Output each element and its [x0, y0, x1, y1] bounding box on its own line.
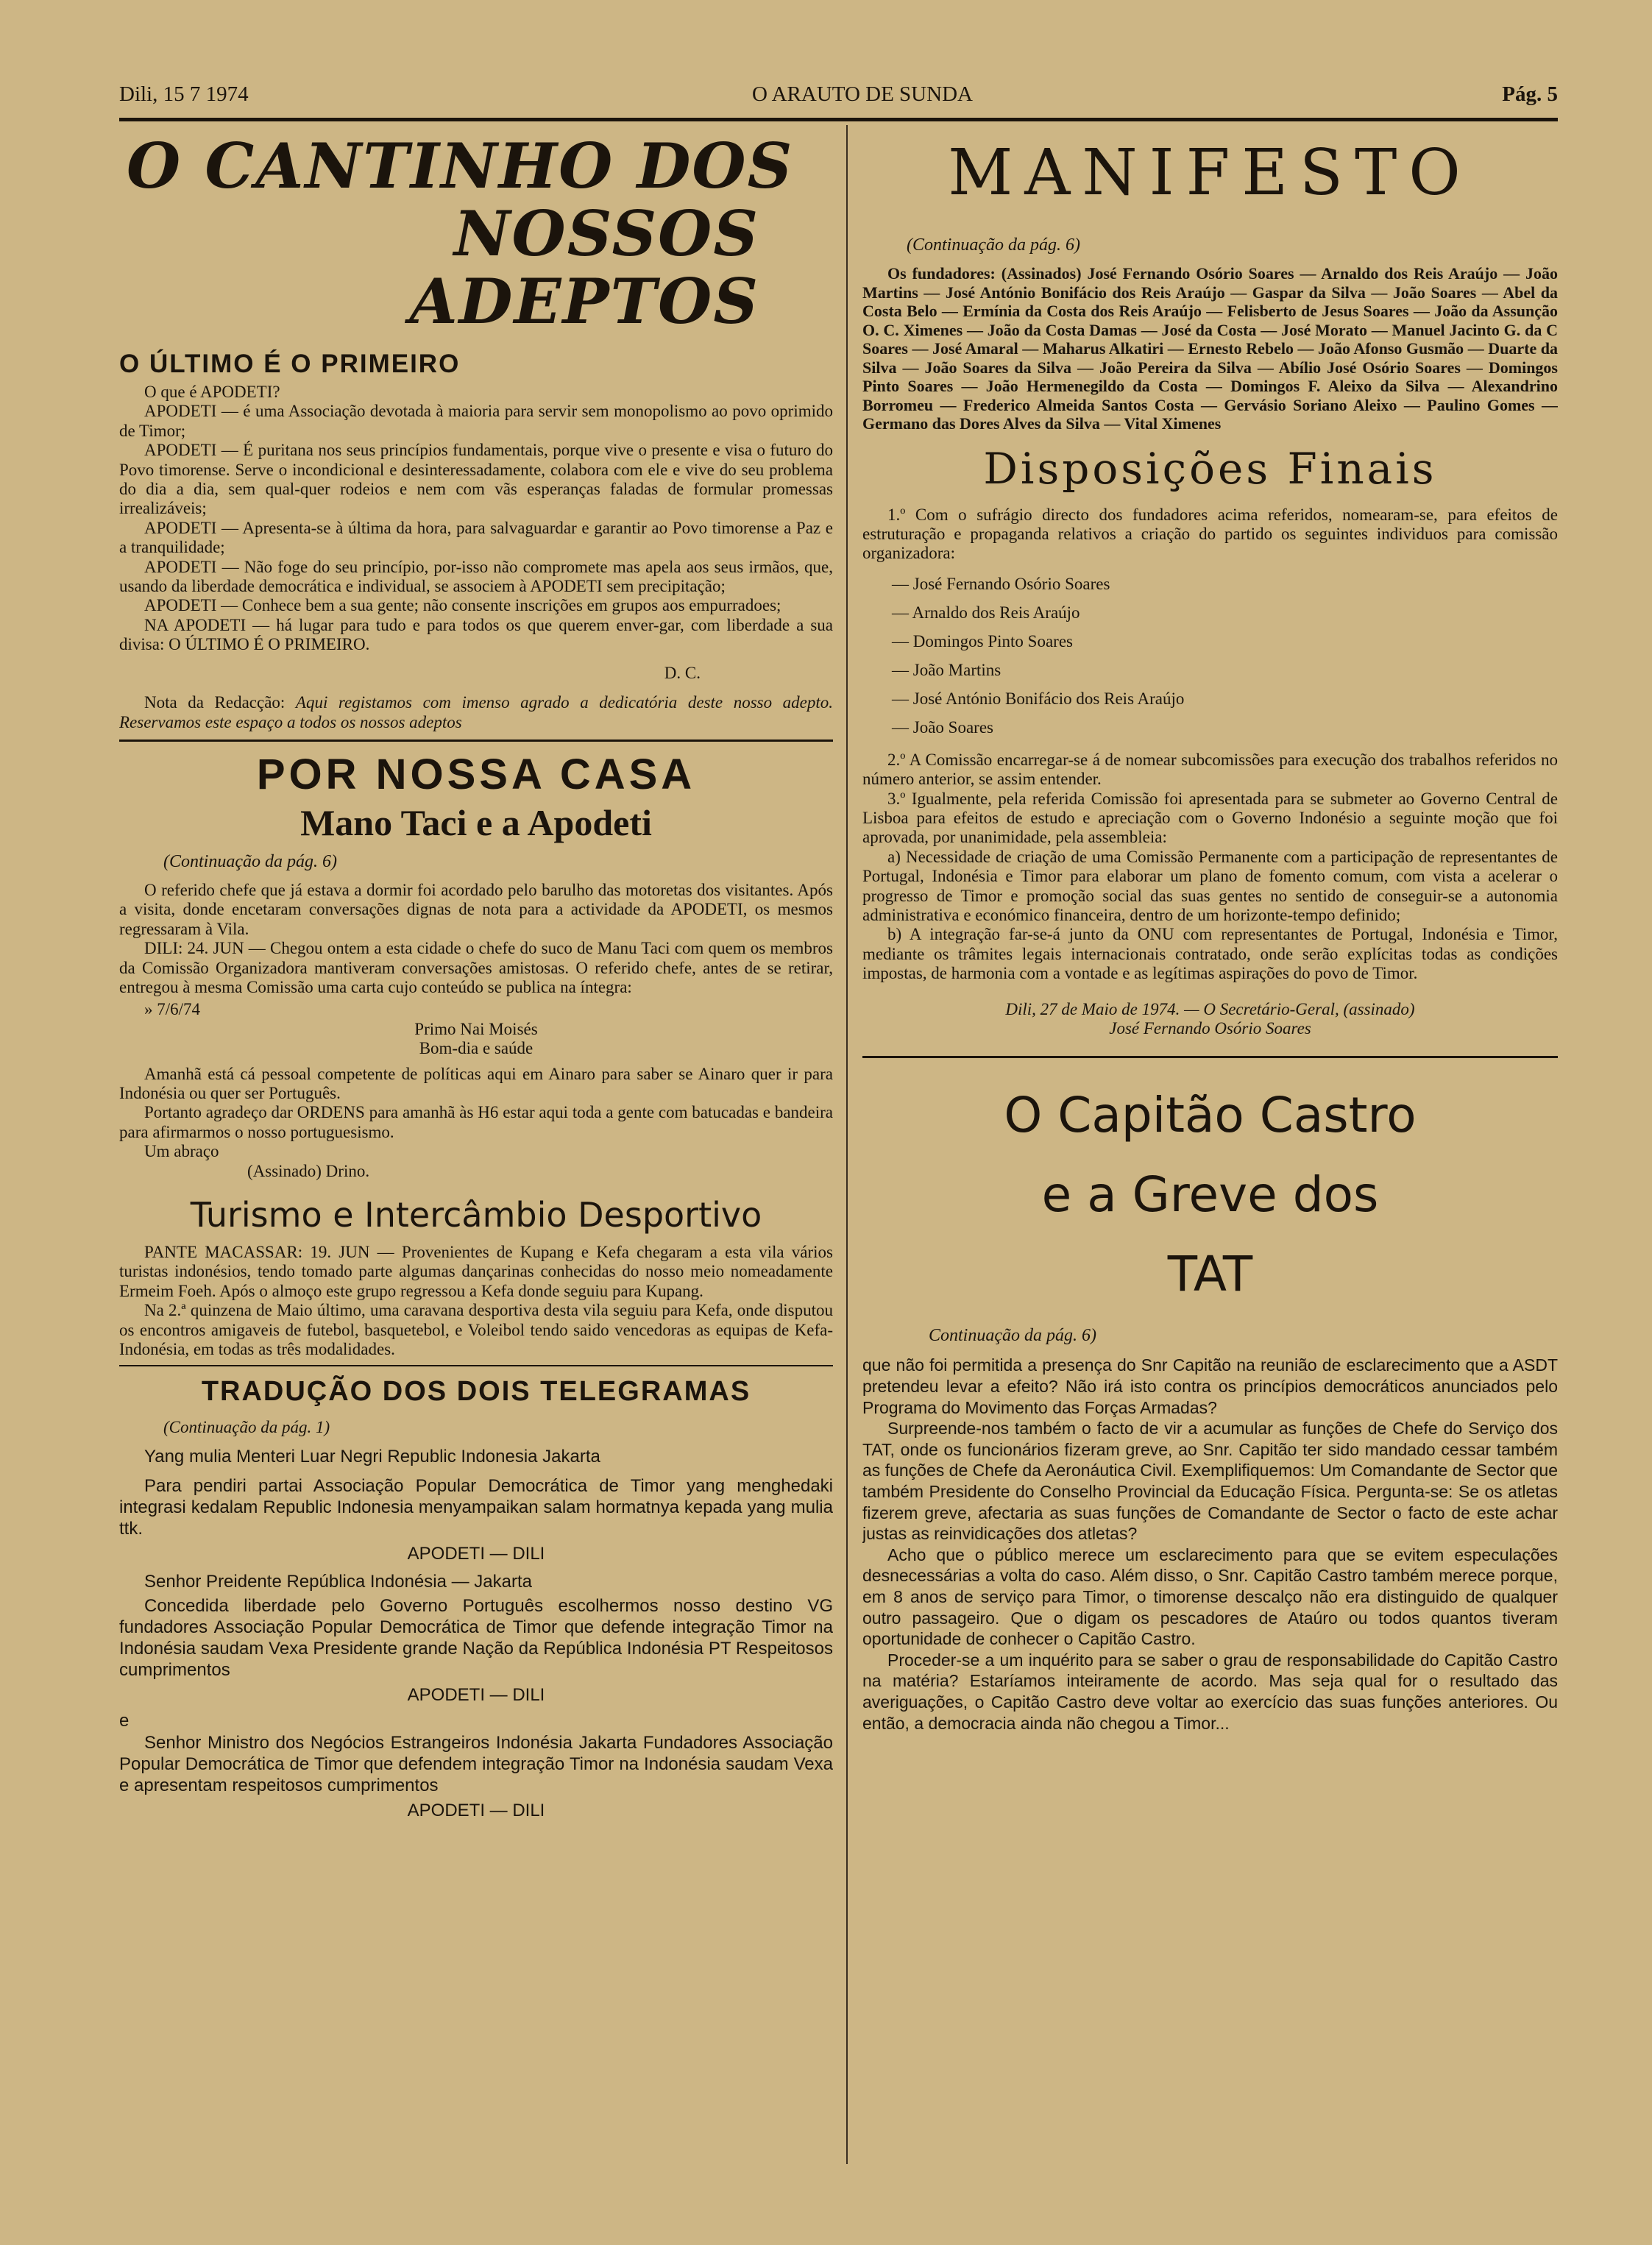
- manifesto-signer: José Fernando Osório Soares: [1109, 1019, 1311, 1038]
- capitao-title-line-1: O Capitão Castro: [1004, 1087, 1417, 1144]
- disposicoes-paragraph: 2.º A Comissão encarregar-se á de nomear subcomissões para execução dos trabalhos referidos no número anterior, se assim entender.: [862, 750, 1558, 789]
- letter-signature: (Assinado) Drino.: [247, 1161, 370, 1180]
- capitao-paragraph: Surpreende-nos também o facto de vir a acumular as funções de Chefe do Serviço dos TAT, onde os funcionários fizeram greve, ao Snr. Capitão ter sido mandado cessar também as funções de Chefe da Aeronáutica Civil. Exemplifiquemos: Um Comandante de Sector que também Presidente do Conselho Provincial da Educação Física. Pergunta-se: Se os atletas fizerem greve, afectaria as suas funções de Comandante de Sector o facto de este achar justas as reinvidicações dos atletas?: [862, 1419, 1558, 1544]
- casa-continuation: (Continuação da pág. 6): [163, 851, 337, 871]
- telegram-2-signature: APODETI — DILI: [407, 1685, 545, 1706]
- capitao-title-line-3: TAT: [1167, 1246, 1253, 1303]
- letter-closing: Um abraço: [144, 1142, 219, 1161]
- left-column: [119, 132, 833, 2178]
- commission-member: — José António Bonifácio dos Reis Araújo: [892, 689, 1185, 708]
- article-capitao-castro: [862, 1065, 1558, 1734]
- article-disposicoes: [862, 439, 1558, 1039]
- cantinho-signature: D. C.: [664, 663, 701, 682]
- cantinho-paragraph: APODETI — Conhece bem a sua gente; não consente inscrições em grupos aos empurradoes;: [144, 596, 781, 615]
- article-turismo: [119, 1191, 833, 1359]
- telegram-1-body: Para pendiri partai Associação Popular Democrática de Timor yang menghedaki integrasi kedalam Republic Indonesia menyampaikan salam hormatnya kepada yang mulia ttk.: [119, 1476, 833, 1539]
- commission-member: — João Soares: [892, 717, 993, 737]
- section-rule: [119, 1365, 833, 1366]
- cantinho-subtitle: O ÚLTIMO É O PRIMEIRO: [119, 350, 461, 378]
- manifesto-founders: Os fundadores: (Assinados) José Fernando Osório Soares — Arnaldo dos Reis Araújo — João Martins — José António Bonifácio dos Reis Araújo — Gaspar da Silva — João Soares — Abel da Costa Belo — Ermínia da Costa dos Reis Araújo — Felisberto de Jesus Soares — João da Assunção O. C. Ximenes — João da Costa Damas — José da Costa — José Morato — Manuel Jacinto G. da C Soares — José Amaral — Maharus Alkatiri — Ernesto Rebelo — João Afonso Gusmão — Duarte da Silva — João Soares da Silva — João Pereira da Silva — Abílio José Osório Soares — Domingos Pinto Soares — João Hermenegildo da Costa — Domingos F. Aleixo da Silva — Alexandrino Borromeu — Frederico Almeida Santos Costa — Gervásio Soriano Aleixo — Paulino Gomes — Germano das Dores Alves da Silva — Vital Ximenes: [862, 264, 1558, 433]
- right-column: [862, 132, 1558, 2178]
- telegram-2-body: Concedida liberdade pelo Governo Português escolhermos nosso destino VG fundadores Associação Popular Democrática de Timor que defende integração Timor na Indonésia saudam Vexa Presidente grande Nação da República Indonésia PT Respeitosos cumprimentos: [119, 1596, 833, 1681]
- telegram-conjunction: e: [119, 1711, 130, 1731]
- cantinho-title-line-1: O CANTINHO DOS: [127, 132, 794, 202]
- capitao-title-line-2: e a Greve dos: [1041, 1166, 1379, 1224]
- telegram-2-address: Senhor Preidente República Indonésia — Jakarta: [144, 1572, 532, 1592]
- disposicoes-paragraph: b) A integração far-se-á junto da ONU com representantes de Portugal, Indonésia e Timor, mediante os trâmites legais internacionais contratado, onde serão explícitas todas as condições impostas, de harmonia com a vontade e as legítimas aspirações do povo de Timor.: [862, 925, 1558, 983]
- commission-member: — Domingos Pinto Soares: [892, 631, 1073, 650]
- traducao-title: TRADUÇÃO DOS DOIS TELEGRAMAS: [201, 1376, 751, 1408]
- article-traducao: [119, 1372, 833, 1826]
- cantinho-paragraph: APODETI — Apresenta-se à última da hora, para salvaguardar e garantir ao Povo timorense a Paz e a tranquilidade;: [119, 518, 833, 557]
- casa-subtitle: Mano Taci e a Apodeti: [300, 801, 652, 843]
- header-newspaper-name: O ARAUTO DE SUNDA: [752, 82, 973, 106]
- cantinho-paragraph: APODETI — É puritana nos seus princípios fundamentais, porque vive o presente e visa o futuro do Povo timorense. Serve o incondicional e desinteressadamente, colabora com ele e vive do seu problema do dia a dia, sem qual-quer rodeios e nem com vãs esperanças faladas de formular promessas irrealizáveis;: [119, 441, 833, 518]
- disposicoes-paragraph: 3.º Igualmente, pela referida Comissão foi apresentada para se submeter ao Governo Central de Lisboa para efeitos de estudo e apreciação com o Governo Indonésio a seguinte moção que foi aprovada, por unanimidade, pela assembleia:: [862, 789, 1558, 847]
- manifesto-dateline: Dili, 27 de Maio de 1974. — O Secretário-Geral, (assinado): [1005, 999, 1415, 1018]
- section-rule: [862, 1056, 1558, 1058]
- letter-date: » 7/6/74: [144, 1000, 201, 1019]
- letter-salutation: Primo Nai Moisés: [414, 1019, 538, 1038]
- article-manifesto: [862, 132, 1558, 433]
- cantinho-title-line-2: NOSSOS ADEPTOS: [409, 197, 759, 338]
- casa-paragraph: O referido chefe que já estava a dormir foi acordado pelo barulho das motoretas dos visitantes. Após a visita, donde encetaram conversações dignas de nota para a actividade da APODETI, os mesmos regressaram à Vila.: [119, 880, 833, 938]
- letter-salutation: Bom-dia e saúde: [419, 1039, 533, 1058]
- disposicoes-paragraph: 1.º Com o sufrágio directo dos fundadores acima referidos, nomearam-se, para efeitos de estruturação e propaganda relativos a criação do partido os seguintes individuos para comissão organizadora:: [862, 505, 1558, 563]
- column-divider: [846, 125, 848, 2164]
- editor-note-label: Nota da Redacção:: [144, 693, 286, 712]
- article-por-nossa-casa: [119, 749, 833, 1181]
- telegram-3-signature: APODETI — DILI: [407, 1801, 545, 1821]
- telegram-1-address: Yang mulia Menteri Luar Negri Republic Indonesia Jakarta: [144, 1447, 600, 1467]
- casa-paragraph: DILI: 24. JUN — Chegou ontem a esta cidade o chefe do suco de Manu Taci com quem os membros da Comissão Organizadora mantiveram conversações amistosas. O referido chefe, antes de se retirar, entregou à mesma Comissão uma carta cujo conteúdo se publica na íntegra:: [119, 939, 833, 996]
- capitao-paragraph: Proceder-se a um inquérito para se saber o grau de responsabilidade do Capitão Castro na matéria? Estaríamos inteiramente de acordo. Mas seja qual for o resultado das averiguações, o Capitão Castro deve voltar ao exercício das suas funções anteriores. Ou então, a democracia ainda não chegou a Timor...: [862, 1650, 1558, 1733]
- turismo-title: Turismo e Intercâmbio Desportivo: [190, 1195, 762, 1235]
- header-page-number: Pág. 5: [1502, 82, 1558, 106]
- header-place-date: Dili, 15 7 1974: [119, 82, 249, 106]
- casa-title: POR NOSSA CASA: [256, 750, 696, 798]
- cantinho-paragraph: O que é APODETI?: [144, 383, 280, 401]
- traducao-continuation: (Continuação da pág. 1): [163, 1418, 330, 1437]
- turismo-paragraph: PANTE MACASSAR: 19. JUN — Provenientes de Kupang e Kefa chegaram a esta vila vários turistas indonésios, tendo tomado parte algumas dançarinas conhecidas do nosso meio nomeadamente Ermeim Foeh. Após o almoço este grupo regressou a Kefa donde seguiu para Kupang.: [119, 1243, 833, 1300]
- section-rule: [119, 740, 833, 742]
- turismo-paragraph: Na 2.ª quinzena de Maio último, uma caravana desportiva desta vila seguiu para Kefa, onde disputou os encontros amigaveis de futebol, basquetebol, e Voleibol tendo saido vencedoras as equipas de Kefa-Indonésia, em todas as três modalidades.: [119, 1301, 833, 1359]
- header-rule: [119, 118, 1558, 121]
- commission-member: — José Fernando Osório Soares: [892, 574, 1110, 593]
- cantinho-paragraph: APODETI — Não foge do seu princípio, por-isso não compromete mas apela aos seus irmãos, que, usando da liberdade democrática e individual, se associem à APODETI sem precipitação;: [119, 557, 833, 596]
- letter-paragraph: Amanhã está cá pessoal competente de políticas aqui em Ainaro para saber se Ainaro quer ir para Indonésia ou quer ser Português.: [119, 1064, 833, 1102]
- cantinho-paragraph: NA APODETI — há lugar para tudo e para todos os que querem enver-gar, com liberdade a sua divisa: O ÚLTIMO É O PRIMEIRO.: [119, 615, 833, 654]
- telegram-3-body: Senhor Ministro dos Negócios Estrangeiros Indonésia Jakarta Fundadores Associação Popular Democrática de Timor que defendem integração Timor na Indonésia saudam Vexa e apresentam respeitosos cumprimentos: [119, 1733, 833, 1796]
- manifesto-continuation: (Continuação da pág. 6): [907, 235, 1080, 255]
- letter-paragraph: Portanto agradeço dar ORDENS para amanhã às H6 estar aqui toda a gente com batucadas e bandeira para afirmarmos o nosso portuguesismo.: [119, 1103, 833, 1141]
- disposicoes-paragraph: a) Necessidade de criação de uma Comissão Permanente com a participação de representantes de Portugal, Indonésia e Timor para elaborar um plano de fomento comum, com vista a acelerar o progresso de Timor e promoção social das suas gentes no sentido de conseguir-se a autonomia administrativa e económico financeira, dentro de um horizonte-tempo definido;: [862, 847, 1558, 924]
- capitao-continuation: Continuação da pág. 6): [929, 1326, 1096, 1346]
- commission-list: [892, 570, 1558, 742]
- commission-member: — Arnaldo dos Reis Araújo: [892, 603, 1080, 622]
- editor-note-text: Aqui registamos com imenso agrado a dedicatória deste nosso adepto. Reservamos este espaço a todos os nossos adeptos: [119, 693, 833, 731]
- page-header: [119, 82, 1558, 119]
- cantinho-paragraph: APODETI — é uma Associação devotada à maioria para servir sem monopolismo ao povo oprimido de Timor;: [119, 402, 833, 440]
- manifesto-title: MANIFESTO: [948, 136, 1472, 210]
- disposicoes-title: Disposições Finais: [983, 443, 1437, 494]
- telegram-1-signature: APODETI — DILI: [407, 1544, 545, 1564]
- commission-member: — João Martins: [892, 660, 1002, 679]
- article-cantinho: [119, 132, 833, 732]
- cantinho-editor-note: [119, 693, 833, 732]
- capitao-paragraph: Acho que o público merece um esclarecimento para que se evitem especulações desnecessárias a volta do caso. Além disso, o Snr. Capitão Castro também merece porque, em 8 anos de serviço para Timor, o timorense descalço não era distinguido de qualquer outro passageiro. Que o digam os pescadores de Ataúro ou todos quantos tiveram oportunidade de conhecer o Capitão Castro.: [862, 1544, 1558, 1649]
- capitao-paragraph: que não foi permitida a presença do Snr Capitão na reunião de esclarecimento que a ASDT pretendeu levar a efeito? Não irá isto contra os princípios democráticos anunciados pelo Programa do Movimento das Forças Armadas?: [862, 1355, 1558, 1417]
